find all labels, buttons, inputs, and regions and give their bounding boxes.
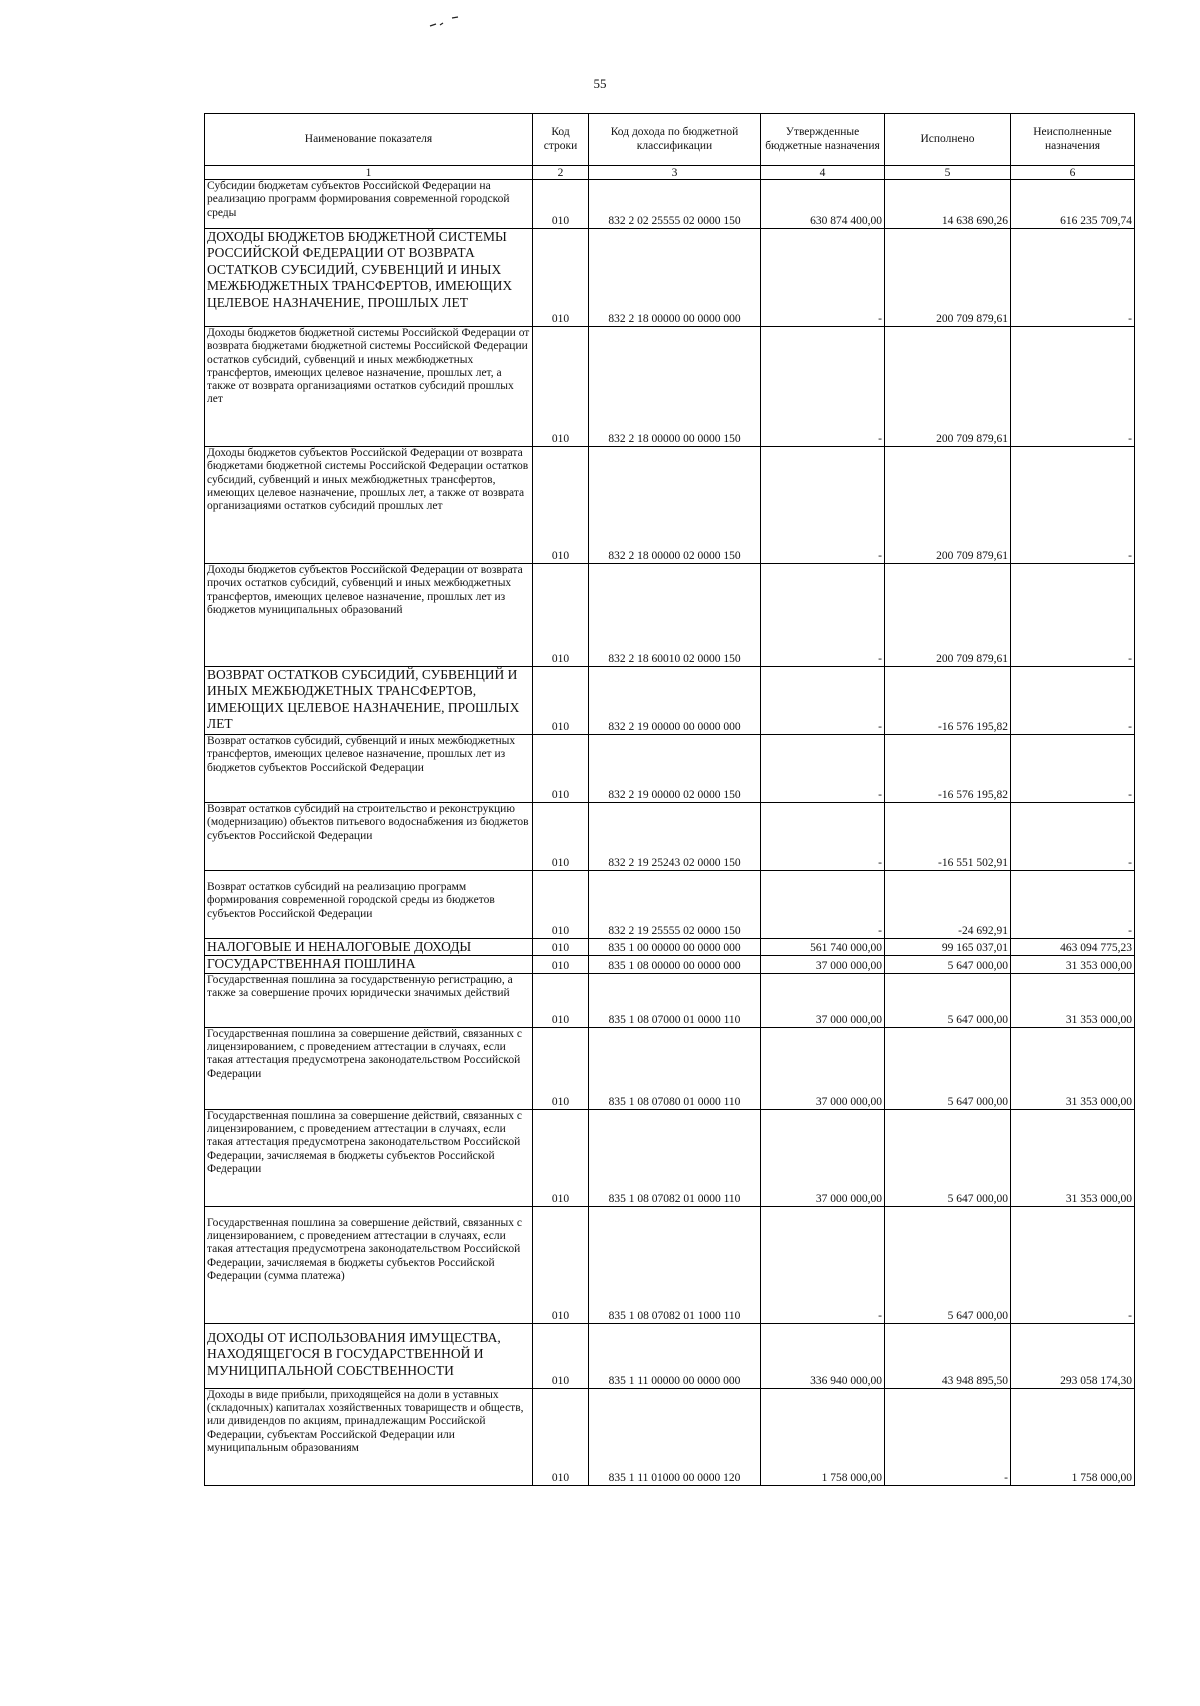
- line-code: 010: [533, 1206, 589, 1323]
- approved-amount: 37 000 000,00: [761, 1027, 885, 1109]
- executed-amount: -16 551 502,91: [885, 803, 1011, 871]
- approved-amount: 561 740 000,00: [761, 939, 885, 956]
- column-number: 5: [885, 166, 1011, 180]
- unexecuted-amount: 31 353 000,00: [1011, 956, 1135, 973]
- line-code: 010: [533, 803, 589, 871]
- unexecuted-amount: 31 353 000,00: [1011, 1027, 1135, 1109]
- indicator-name: НАЛОГОВЫЕ И НЕНАЛОГОВЫЕ ДОХОДЫ: [205, 939, 533, 956]
- indicator-name: ДОХОДЫ ОТ ИСПОЛЬЗОВАНИЯ ИМУЩЕСТВА, НАХОДЯЩЕГОСЯ В ГОСУДАРСТВЕННОЙ И МУНИЦИПАЛЬНОЙ СОБСТВЕННОСТИ: [205, 1323, 533, 1388]
- table-row: [205, 1206, 1135, 1323]
- income-code: 835 1 08 07082 01 1000 110: [589, 1206, 761, 1323]
- executed-amount: 5 647 000,00: [885, 956, 1011, 973]
- table-row: [205, 229, 1135, 327]
- approved-amount: 37 000 000,00: [761, 973, 885, 1027]
- unexecuted-amount: -: [1011, 803, 1135, 871]
- table-row: [205, 1388, 1135, 1485]
- line-code: 010: [533, 180, 589, 229]
- executed-amount: 5 647 000,00: [885, 973, 1011, 1027]
- line-code: 010: [533, 973, 589, 1027]
- indicator-name: Государственная пошлина за государственную регистрацию, а также за совершение прочих юридически значимых действий: [205, 973, 533, 1027]
- table-row: [205, 956, 1135, 973]
- executed-amount: -24 692,91: [885, 871, 1011, 939]
- income-code: 832 2 19 25243 02 0000 150: [589, 803, 761, 871]
- table-row: [205, 973, 1135, 1027]
- line-code: 010: [533, 667, 589, 735]
- income-code: 832 2 18 00000 00 0000 000: [589, 229, 761, 327]
- unexecuted-amount: -: [1011, 327, 1135, 447]
- unexecuted-amount: 293 058 174,30: [1011, 1323, 1135, 1388]
- income-code: 835 1 00 00000 00 0000 000: [589, 939, 761, 956]
- table-row: [205, 735, 1135, 803]
- line-code: 010: [533, 447, 589, 564]
- column-number: 3: [589, 166, 761, 180]
- income-code: 835 1 11 01000 00 0000 120: [589, 1388, 761, 1485]
- indicator-name: Доходы бюджетов субъектов Российской Федерации от возврата бюджетами бюджетной системы Российской Федерации остатков субсидий, субвенций и иных межбюджетных трансфертов, имеющих целевое назначение, прошлых лет, а также от возврата организациями остатков субсидий прошлых лет: [205, 447, 533, 564]
- unexecuted-amount: -: [1011, 229, 1135, 327]
- executed-amount: 200 709 879,61: [885, 327, 1011, 447]
- indicator-name: Доходы в виде прибыли, приходящейся на доли в уставных (складочных) капиталах хозяйственных товариществ и обществ, или дивидендов по акциям, принадлежащим Российской Федерации, субъектам Российской Федерации или муниципальным образованиям: [205, 1388, 533, 1485]
- table-header-row: [205, 114, 1135, 166]
- line-code: 010: [533, 956, 589, 973]
- line-code: 010: [533, 1323, 589, 1388]
- table-row: [205, 1027, 1135, 1109]
- indicator-name: ГОСУДАРСТВЕННАЯ ПОШЛИНА: [205, 956, 533, 973]
- header-approved: Утвержденные бюджетные назначения: [761, 114, 885, 166]
- indicator-name: Государственная пошлина за совершение действий, связанных с лицензированием, с проведением аттестации в случаях, если такая аттестация предусмотрена законодательством Российской Федерации, зачисляемая в бюджеты субъектов Российской Федерации: [205, 1109, 533, 1206]
- approved-amount: -: [761, 803, 885, 871]
- header-indicator-name: Наименование показателя: [205, 114, 533, 166]
- executed-amount: 14 638 690,26: [885, 180, 1011, 229]
- table-row: [205, 667, 1135, 735]
- income-code: 835 1 08 00000 00 0000 000: [589, 956, 761, 973]
- approved-amount: -: [761, 667, 885, 735]
- line-code: 010: [533, 229, 589, 327]
- line-code: 010: [533, 1388, 589, 1485]
- indicator-name: Возврат остатков субсидий на строительство и реконструкцию (модернизацию) объектов питьевого водоснабжения из бюджетов субъектов Российской Федерации: [205, 803, 533, 871]
- column-number: 4: [761, 166, 885, 180]
- column-number: 2: [533, 166, 589, 180]
- indicator-name: Доходы бюджетов бюджетной системы Российской Федерации от возврата бюджетами бюджетной системы Российской Федерации остатков субсидий, субвенций и иных межбюджетных трансфертов, имеющих целевое назначение, прошлых лет, а также от возврата организациями остатков субсидий прошлых лет: [205, 327, 533, 447]
- unexecuted-amount: 31 353 000,00: [1011, 1109, 1135, 1206]
- income-code: 832 2 18 00000 02 0000 150: [589, 447, 761, 564]
- table-row: [205, 180, 1135, 229]
- line-code: 010: [533, 871, 589, 939]
- executed-amount: 200 709 879,61: [885, 447, 1011, 564]
- executed-amount: 43 948 895,50: [885, 1323, 1011, 1388]
- unexecuted-amount: 1 758 000,00: [1011, 1388, 1135, 1485]
- approved-amount: -: [761, 447, 885, 564]
- unexecuted-amount: -: [1011, 447, 1135, 564]
- indicator-name: ВОЗВРАТ ОСТАТКОВ СУБСИДИЙ, СУБВЕНЦИЙ И ИНЫХ МЕЖБЮДЖЕТНЫХ ТРАНСФЕРТОВ, ИМЕЮЩИХ ЦЕЛЕВОЕ НАЗНАЧЕНИЕ, ПРОШЛЫХ ЛЕТ: [205, 667, 533, 735]
- line-code: 010: [533, 564, 589, 667]
- approved-amount: 1 758 000,00: [761, 1388, 885, 1485]
- income-code: 832 2 02 25555 02 0000 150: [589, 180, 761, 229]
- indicator-name: Доходы бюджетов субъектов Российской Федерации от возврата прочих остатков субсидий, субвенций и иных межбюджетных трансфертов, имеющих целевое назначение, прошлых лет из бюджетов муниципальных образований: [205, 564, 533, 667]
- approved-amount: -: [761, 327, 885, 447]
- table-row: [205, 939, 1135, 956]
- approved-amount: 336 940 000,00: [761, 1323, 885, 1388]
- line-code: 010: [533, 1109, 589, 1206]
- unexecuted-amount: 31 353 000,00: [1011, 973, 1135, 1027]
- line-code: 010: [533, 1027, 589, 1109]
- column-number: 1: [205, 166, 533, 180]
- page-number: 55: [593, 76, 607, 91]
- header-line-code: Код строки: [533, 114, 589, 166]
- income-code: 835 1 11 00000 00 0000 000: [589, 1323, 761, 1388]
- header-unexecuted: Неисполненные назначения: [1011, 114, 1135, 166]
- indicator-name: Государственная пошлина за совершение действий, связанных с лицензированием, с проведением аттестации в случаях, если такая аттестация предусмотрена законодательством Российской Федерации: [205, 1027, 533, 1109]
- table-row: [205, 871, 1135, 939]
- income-code: 835 1 08 07082 01 0000 110: [589, 1109, 761, 1206]
- approved-amount: -: [761, 564, 885, 667]
- indicator-name: ДОХОДЫ БЮДЖЕТОВ БЮДЖЕТНОЙ СИСТЕМЫ РОССИЙСКОЙ ФЕДЕРАЦИИ ОТ ВОЗВРАТА ОСТАТКОВ СУБСИДИЙ, СУБВЕНЦИЙ И ИНЫХ МЕЖБЮДЖЕТНЫХ ТРАНСФЕРТОВ, ИМЕЮЩИХ ЦЕЛЕВОЕ НАЗНАЧЕНИЕ, ПРОШЛЫХ ЛЕТ: [205, 229, 533, 327]
- unexecuted-amount: 463 094 775,23: [1011, 939, 1135, 956]
- report-table: [204, 113, 1135, 1486]
- line-code: 010: [533, 327, 589, 447]
- income-code: 832 2 19 00000 00 0000 000: [589, 667, 761, 735]
- table-row: [205, 327, 1135, 447]
- scan-artifact-mark: [428, 14, 464, 30]
- indicator-name: Субсидии бюджетам субъектов Российской Федерации на реализацию программ формирования современной городской среды: [205, 180, 533, 229]
- approved-amount: -: [761, 1206, 885, 1323]
- approved-amount: 630 874 400,00: [761, 180, 885, 229]
- executed-amount: 99 165 037,01: [885, 939, 1011, 956]
- unexecuted-amount: 616 235 709,74: [1011, 180, 1135, 229]
- table-row: [205, 564, 1135, 667]
- income-code: 835 1 08 07000 01 0000 110: [589, 973, 761, 1027]
- approved-amount: -: [761, 871, 885, 939]
- income-code: 832 2 18 00000 00 0000 150: [589, 327, 761, 447]
- unexecuted-amount: -: [1011, 735, 1135, 803]
- executed-amount: 5 647 000,00: [885, 1109, 1011, 1206]
- line-code: 010: [533, 735, 589, 803]
- column-number-row: [205, 166, 1135, 180]
- unexecuted-amount: -: [1011, 871, 1135, 939]
- income-code: 832 2 19 00000 02 0000 150: [589, 735, 761, 803]
- table-row: [205, 803, 1135, 871]
- executed-amount: 5 647 000,00: [885, 1027, 1011, 1109]
- line-code: 010: [533, 939, 589, 956]
- approved-amount: 37 000 000,00: [761, 1109, 885, 1206]
- table-row: [205, 1323, 1135, 1388]
- table-row: [205, 1109, 1135, 1206]
- executed-amount: 5 647 000,00: [885, 1206, 1011, 1323]
- table-row: [205, 447, 1135, 564]
- indicator-name: Возврат остатков субсидий, субвенций и иных межбюджетных трансфертов, имеющих целевое назначение, прошлых лет из бюджетов субъектов Российской Федерации: [205, 735, 533, 803]
- income-code: 832 2 18 60010 02 0000 150: [589, 564, 761, 667]
- header-income-code: Код дохода по бюджетной классификации: [589, 114, 761, 166]
- header-executed: Исполнено: [885, 114, 1011, 166]
- approved-amount: -: [761, 229, 885, 327]
- executed-amount: 200 709 879,61: [885, 229, 1011, 327]
- executed-amount: 200 709 879,61: [885, 564, 1011, 667]
- column-number: 6: [1011, 166, 1135, 180]
- indicator-name: Государственная пошлина за совершение действий, связанных с лицензированием, с проведением аттестации в случаях, если такая аттестация предусмотрена законодательством Российской Федерации, зачисляемая в бюджеты субъектов Российской Федерации (сумма платежа): [205, 1206, 533, 1323]
- executed-amount: -16 576 195,82: [885, 735, 1011, 803]
- approved-amount: -: [761, 735, 885, 803]
- unexecuted-amount: -: [1011, 1206, 1135, 1323]
- income-code: 835 1 08 07080 01 0000 110: [589, 1027, 761, 1109]
- indicator-name: Возврат остатков субсидий на реализацию программ формирования современной городской среды из бюджетов субъектов Российской Федерации: [205, 871, 533, 939]
- approved-amount: 37 000 000,00: [761, 956, 885, 973]
- executed-amount: -16 576 195,82: [885, 667, 1011, 735]
- income-code: 832 2 19 25555 02 0000 150: [589, 871, 761, 939]
- unexecuted-amount: -: [1011, 564, 1135, 667]
- unexecuted-amount: -: [1011, 667, 1135, 735]
- executed-amount: -: [885, 1388, 1011, 1485]
